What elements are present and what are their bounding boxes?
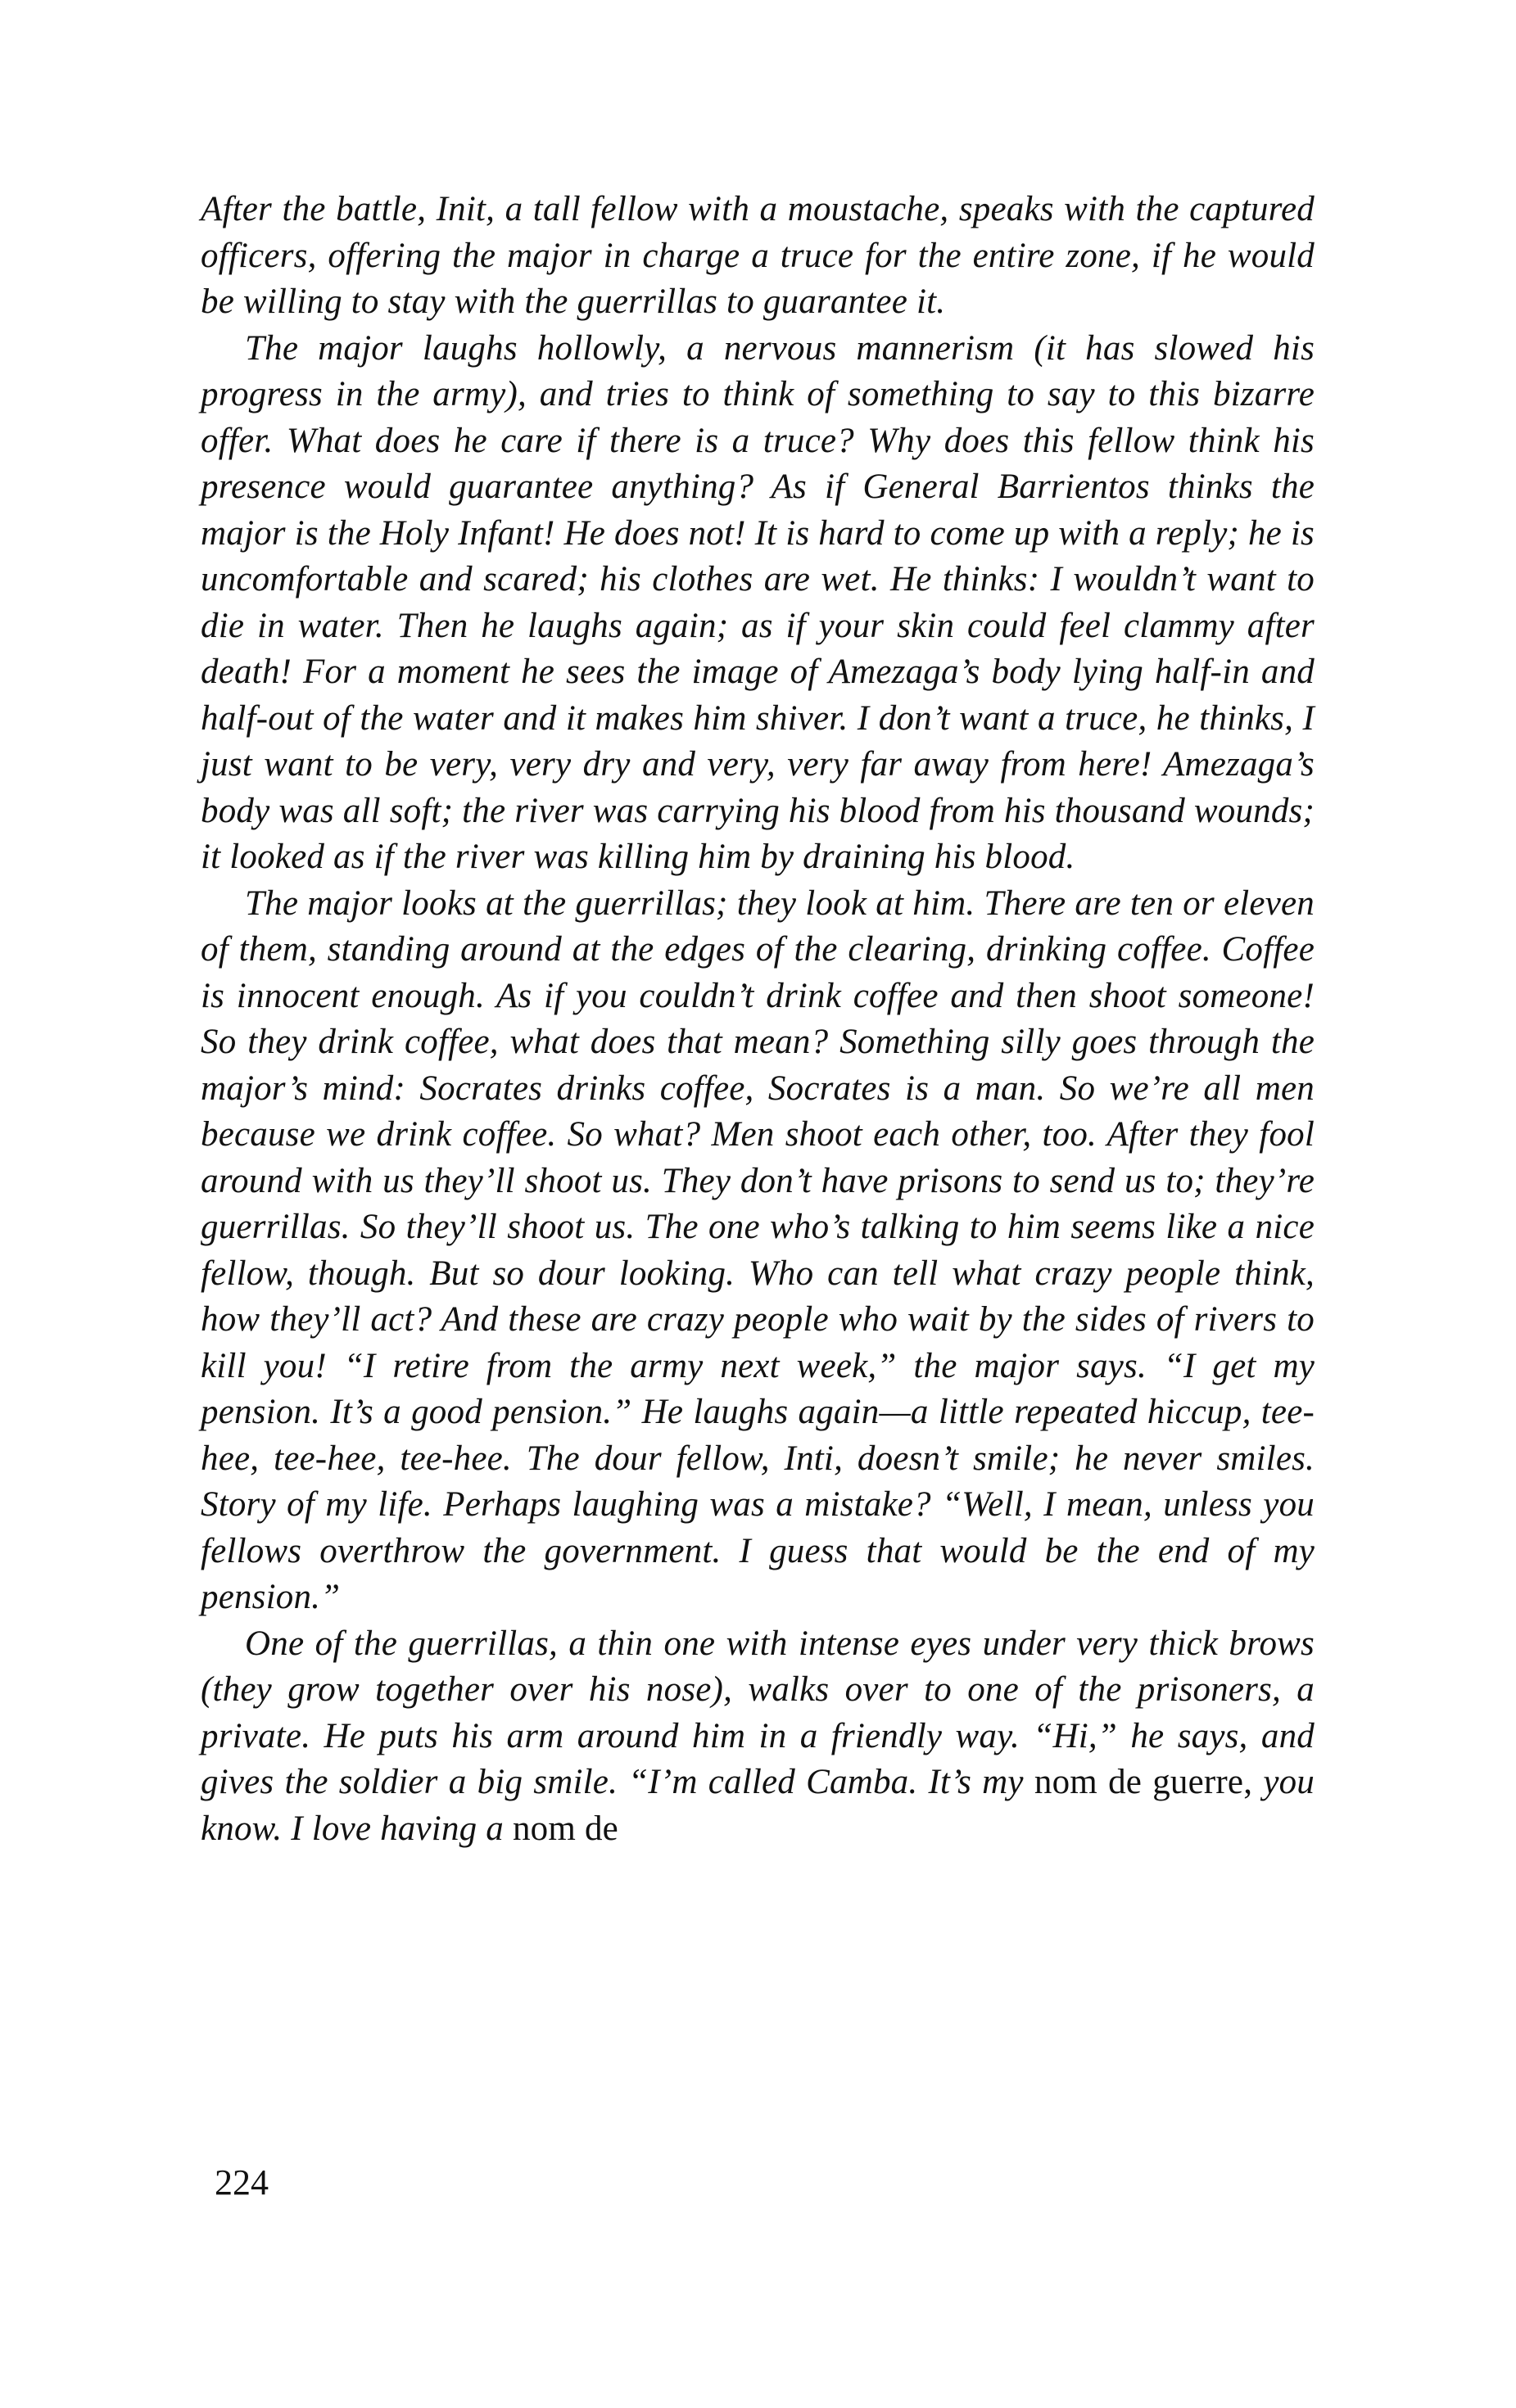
paragraph-3: The major looks at the guerrillas; they look at him. There are ten or eleven of them, standing around at the edges of the clearing, drinking coffee. Coffee is innocent enough. As if you couldn’t drink coffee and then shoot someone! So they drink coffee, what does that mean? Something silly goes through the major’s mind: Socrates drinks coffee, Socrates is a man. So we’re all men because we drink coffee. So what? Men shoot each other, too. After they fool around with us they’ll shoot us. They don’t have prisons to send us to; they’re guerrillas. So they’ll shoot us. The one who’s talking to him seems like a nice fellow, though. But so dour looking. Who can tell what crazy people think, how they’ll act? And these are crazy people who wait by the sides of rivers to kill you! “I retire from the army next week,” the major says. “I get my pension. It’s a good pension.” He laughs again—a little repeated hiccup, tee-hee, tee-hee, tee-hee. The dour fellow, Inti, doesn’t smile; he never smiles. Story of my life. Perhaps laughing was a mistake? “Well, I mean, unless you fellows overthrow the government. I guess that would be the end of my pension.”	[201, 883, 1315, 1616]
paragraph-4-text-a: One of the guerrillas, a thin one with intense eyes under very thick brows (they grow together over his nose), walks over to one of the prisoners, a private. He puts his arm around him in a friendly way. “Hi,” he says, and gives the soldier a big smile. “I’m called Camba. It’s my	[201, 1624, 1315, 1801]
body-text	[201, 187, 1315, 1852]
paragraph-4	[201, 1621, 1315, 1853]
paragraph-4-roman-a: nom de guerre,	[1034, 1763, 1253, 1801]
paragraph-4-text-b: you know. I love having a	[201, 1763, 1315, 1848]
page-number: 224	[215, 2162, 269, 2202]
paragraph-1: After the battle, Init, a tall fellow with a moustache, speaks with the captured officers, offering the major in charge a truce for the entire zone, if he would be willing to stay with the guerrillas to guarantee it.	[201, 190, 1315, 321]
paragraph-2: The major laughs hollowly, a nervous mannerism (it has slowed his progress in the army), and tries to think of something to say to this bizarre offer. What does he care if there is a truce? Why does this fellow think his presence would guarantee anything? As if General Barrientos thinks the major is the Holy Infant! He does not! It is hard to come up with a reply; he is uncomfortable and scared; his clothes are wet. He thinks: I wouldn’t want to die in water. Then he laughs again; as if your skin could feel clammy after death! For a moment he sees the image of Amezaga’s body lying half-in and half-out of the water and it makes him shiver. I don’t want a truce, he thinks, I just want to be very, very dry and very, very far away from here! Amezaga’s body was all soft; the river was carrying his blood from his thousand wounds; it looked as if the river was killing him by draining his blood.	[201, 328, 1315, 876]
paragraph-4-roman-b: nom de	[512, 1809, 618, 1848]
